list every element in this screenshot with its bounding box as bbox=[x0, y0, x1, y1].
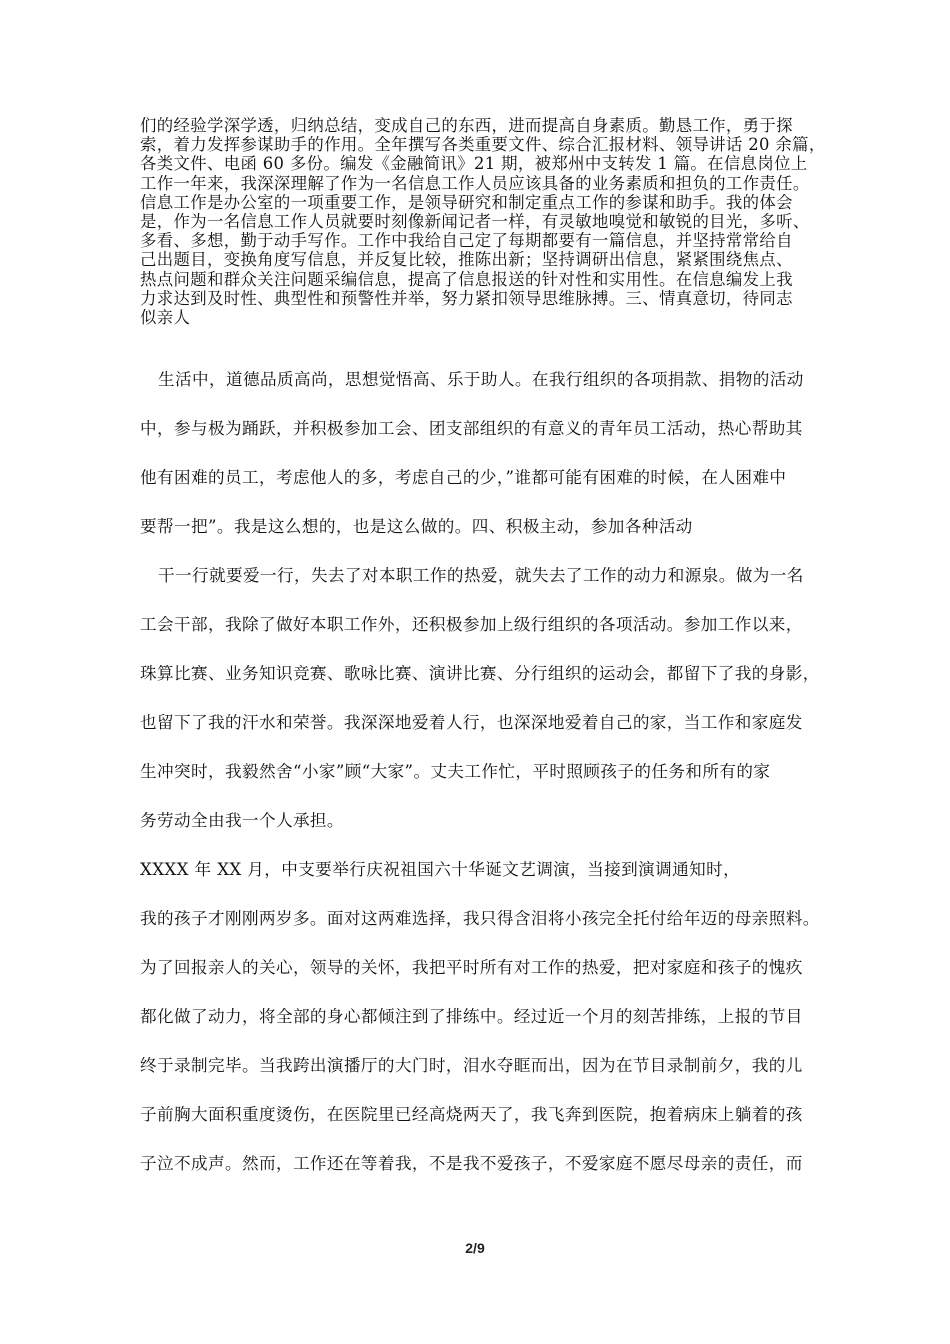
paragraph-line: 各类文件、电函 60 多份。编发《金融简讯》21 期，被郑州中支转发 1 篇。在信息岗位上 bbox=[140, 154, 808, 174]
paragraph-line: 生活中，道德品质高尚，思想觉悟高、乐于助人。在我行组织的各项捐款、捐物的活动 bbox=[158, 370, 804, 389]
paragraph-line: 我的孩子才刚刚两岁多。面对这两难选择，我只得含泪将小孩完全托付给年迈的母亲照料。 bbox=[140, 909, 820, 928]
paragraph-line: 热点问题和群众关注问题采编信息，提高了信息报送的针对性和实用性。在信息编发上我 bbox=[140, 269, 793, 289]
paragraph-line: 为了回报亲人的关心，领导的关怀，我把平时所有对工作的热爱，把对家庭和孩子的愧疚 bbox=[140, 958, 803, 977]
paragraph-line: 工会干部，我除了做好本职工作外，还积极参加上级行组织的各项活动。参加工作以来， bbox=[140, 615, 803, 634]
paragraph-line: 要帮一把”。我是这么想的，也是这么做的。四、积极主动，参加各种活动 bbox=[140, 517, 693, 536]
paragraph-line: XXXX 年 XX 月，中支要举行庆祝祖国六十华诞文艺调演，当接到演调通知时， bbox=[140, 860, 741, 879]
paragraph-line: 也留下了我的汗水和荣誉。我深深地爱着人行，也深深地爱着自己的家，当工作和家庭发 bbox=[140, 713, 803, 732]
paragraph-line: 子泣不成声。然而，工作还在等着我，不是我不爱孩子，不爱家庭不愿尽母亲的责任，而 bbox=[140, 1154, 803, 1173]
paragraph-line: 干一行就要爱一行，失去了对本职工作的热爱，就失去了工作的动力和源泉。做为一名 bbox=[158, 566, 804, 585]
paragraph-line: 索，着力发挥参谋助手的作用。全年撰写各类重要文件、综合汇报材料、领导讲话 20 余篇， bbox=[140, 135, 826, 155]
paragraph-line: 他有困难的员工，考虑他人的多，考虑自己的少，”谁都可能有困难的时候，在人困难中 bbox=[140, 468, 787, 487]
paragraph-line: 们的经验学深学透，归纳总结，变成自己的东西，进而提高自身素质。勤恳工作，勇于探 bbox=[140, 116, 793, 135]
paragraph-line: 终于录制完毕。当我跨出演播厅的大门时，泪水夺眶而出，因为在节目录制前夕，我的儿 bbox=[140, 1056, 803, 1075]
sparse-paragraphs bbox=[140, 355, 840, 1188]
paragraph-line: 己出题目，变换角度写信息，并反复比较，推陈出新；坚持调研出信息，紧紧围绕焦点、 bbox=[140, 250, 793, 270]
paragraph-line: 力求达到及时性、典型性和预警性并举，努力紧扣领导思维脉搏。三、情真意切，待同志 bbox=[140, 288, 793, 308]
paragraph-line: 是，作为一名信息工作人员就要时刻像新闻记者一样，有灵敏地嗅觉和敏锐的目光，多听、 bbox=[140, 211, 810, 231]
paragraph-line: 都化做了动力，将全部的身心都倾注到了排练中。经过近一个月的刻苦排练，上报的节目 bbox=[140, 1007, 803, 1026]
paragraph-line: 多看、多想，勤于动手写作。工作中我给自己定了每期都要有一篇信息，并坚持常常给自 bbox=[140, 231, 793, 251]
paragraph-line: 子前胸大面积重度烫伤，在医院里已经高烧两天了，我飞奔到医院，抱着病床上躺着的孩 bbox=[140, 1105, 803, 1124]
paragraph-line: 信息工作是办公室的一项重要工作，是领导研究和制定重点工作的参谋和助手。我的体会 bbox=[140, 192, 793, 212]
paragraph-line: 生冲突时，我毅然舍“小家”顾“大家”。丈夫工作忙，平时照顾孩子的任务和所有的家 bbox=[140, 762, 771, 781]
paragraph-line: 似亲人 bbox=[140, 307, 191, 327]
paragraph-line: 工作一年来，我深深理解了作为一名信息工作人员应该具备的业务素质和担负的工作责任。 bbox=[140, 173, 810, 193]
page-number: 2/9 bbox=[465, 1240, 485, 1256]
dense-paragraph bbox=[140, 116, 830, 327]
paragraph-line: 中，参与极为踊跃，并积极参加工会、团支部组织的有意义的青年员工活动，热心帮助其 bbox=[140, 419, 803, 438]
paragraph-line: 务劳动全由我一个人承担。 bbox=[140, 811, 344, 830]
paragraph-line: 珠算比赛、业务知识竞赛、歌咏比赛、演讲比赛、分行组织的运动会，都留下了我的身影， bbox=[140, 664, 820, 683]
